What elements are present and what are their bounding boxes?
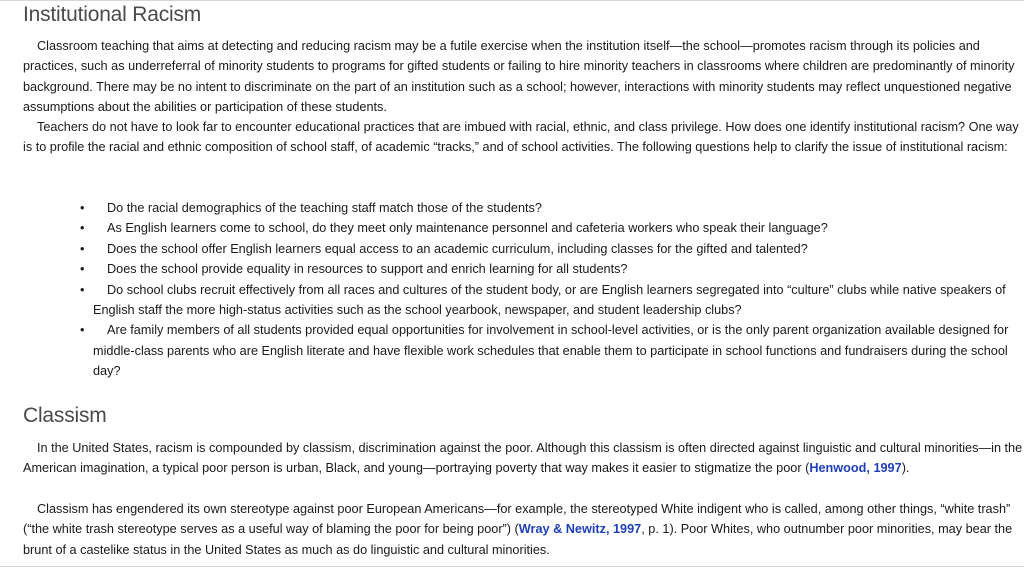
- institutional-racism-question-list: [23, 198, 1013, 382]
- classism-paragraph-2: Classism has engendered its own stereotype against poor European Americans—for example, the stereotyped White indigent who is called, among other things, “white trash” (“the white trash stereotype serves as a useful way of blaming the poor for being poor”) (Wray & Newitz, 1997, p. 1). Poor Whites, who outnumber poor minorities, may bear the brunt of a castelike status in the United States as much as do linguistic and cultural minorities.: [23, 502, 1013, 557]
- bullet-icon: •: [80, 323, 85, 338]
- bullet-icon: •: [80, 201, 85, 215]
- list-item: • Does the school provide equality in resources to support and enrich learning for all students?: [23, 259, 1013, 279]
- list-item: • Do school clubs recruit effectively from all races and cultures of the student body, or are English learners segregated into “culture” clubs while native speakers of English staff the more high-status activities such as the school yearbook, newspaper, and student leadership clubs?: [23, 280, 1013, 321]
- classism-paragraph-1: In the United States, racism is compounded by classism, discrimination against the poor. Although this classism is often directed against linguistic and cultural minorities—in the American imagination, a typical poor person is urban, Black, and young—portraying poverty that way makes it easier to stigmatize the poor (Henwood, 1997).: [23, 441, 1023, 476]
- institutional-racism-heading: Institutional Racism: [23, 3, 202, 26]
- list-item: • Does the school offer English learners equal access to an academic curriculum, including classes for the gifted and talented?: [23, 239, 1013, 259]
- top-divider: [0, 0, 1024, 1]
- list-item: • Are family members of all students provided equal opportunities for involvement in school-level activities, or is the only parent organization available designed for middle-class parents who are English literate and have flexible work schedules that enable them to participate in school functions and fundraisers during the school day?: [23, 320, 1013, 381]
- citation-link-henwood-1997[interactable]: Henwood, 1997: [809, 461, 902, 476]
- bullet-icon: •: [80, 241, 85, 256]
- bullet-icon: •: [80, 282, 85, 297]
- bullet-icon: •: [80, 221, 85, 236]
- bullet-icon: •: [80, 262, 85, 277]
- list-item: • As English learners come to school, do they meet only maintenance personnel and cafeteria workers who speak their language?: [23, 218, 1013, 238]
- institutional-racism-paragraph-2: Teachers do not have to look far to encounter educational practices that are imbued with racial, ethnic, and class privilege. How does one identify institutional racism? One way is to profile the racial and ethnic composition of school staff, of academic “tracks,” and of school activities. The following questions help to clarify the issue of institutional racism:: [23, 120, 1019, 155]
- bottom-divider: [0, 566, 1024, 567]
- institutional-racism-paragraph-1: Classroom teaching that aims at detecting and reducing racism may be a futile exercise when the institution itself—the school—promotes racism through its policies and practices, such as underreferral of minority students to programs for gifted students or failing to hire minority teachers in classrooms where children are predominantly of minority background. There may be no intent to discriminate on the part of an institution such as a school; however, interactions with minority students may reflect unquestioned negative assumptions about the abilities or participation of these students.: [23, 39, 1015, 115]
- citation-link-wray-newitz-1997[interactable]: Wray & Newitz, 1997: [518, 522, 642, 537]
- list-item: • Do the racial demographics of the teaching staff match those of the students?: [23, 198, 1013, 218]
- classism-heading: Classism: [23, 404, 107, 427]
